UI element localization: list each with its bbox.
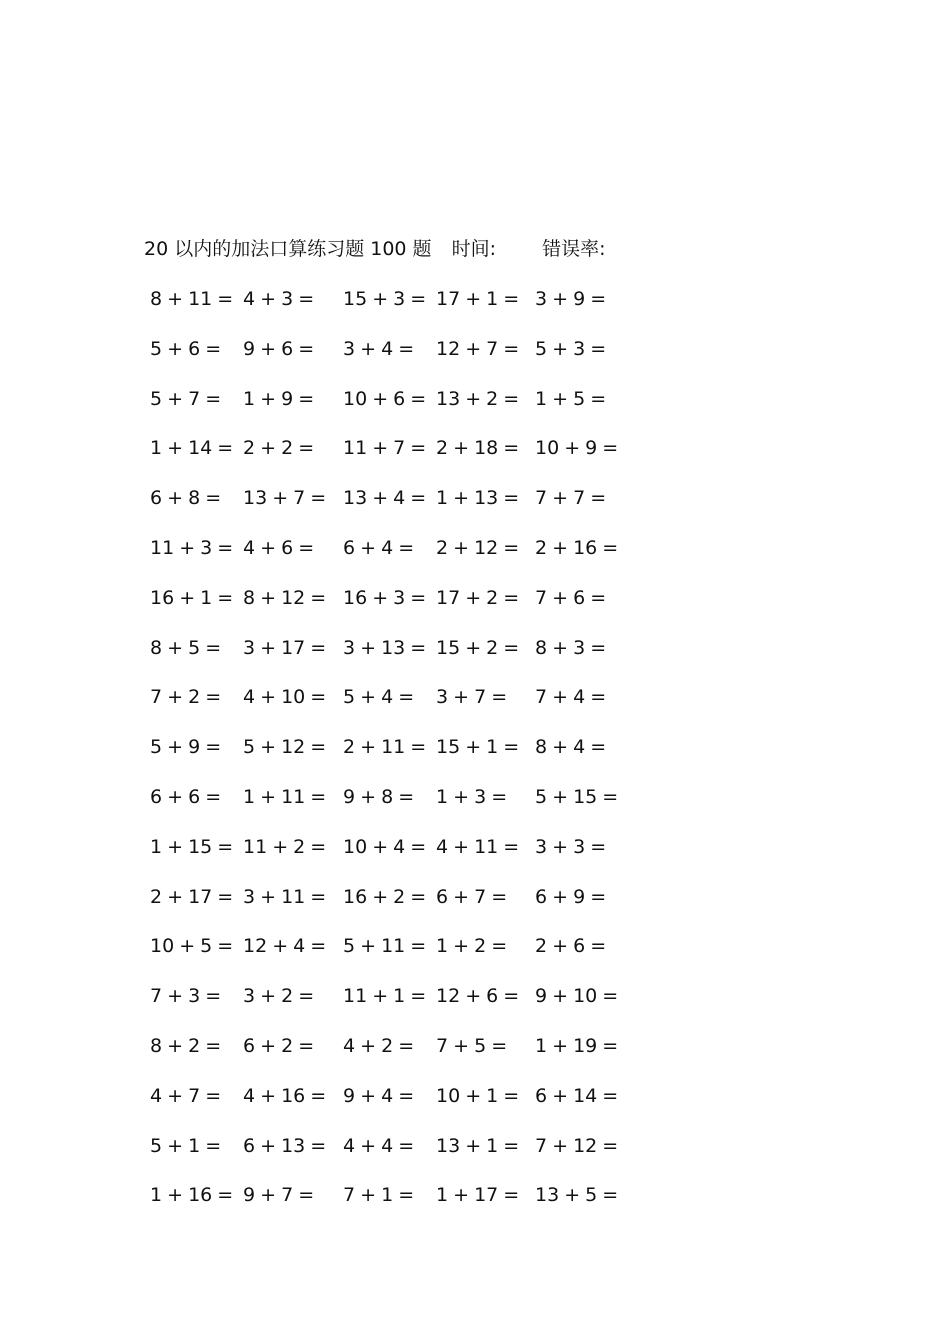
- problem-cell: 13 + 7 =: [243, 487, 327, 510]
- problem-cell: 3 + 4 =: [343, 337, 415, 360]
- problem-cell: 4 + 3 =: [243, 288, 315, 310]
- problem-row: [144, 334, 644, 384]
- problem-cell: 16 + 1 =: [150, 586, 234, 609]
- problem-cell: 1 + 16 =: [150, 1184, 234, 1207]
- problem-cell: 1 + 3 =: [436, 785, 508, 808]
- problem-cell: 8 + 11 =: [150, 288, 234, 310]
- problem-row: [144, 1180, 644, 1230]
- problem-cell: 4 + 2 =: [343, 1034, 415, 1057]
- problem-cell: 8 + 3 =: [535, 636, 607, 659]
- problem-cell: 1 + 2 =: [436, 935, 508, 958]
- problem-cell: 16 + 2 =: [343, 885, 427, 908]
- problem-row: [144, 633, 644, 683]
- problem-row: [144, 732, 644, 782]
- problem-row: [144, 782, 644, 832]
- problem-cell: 8 + 2 =: [150, 1034, 222, 1057]
- problem-row: [144, 882, 644, 932]
- problem-cell: 7 + 2 =: [150, 686, 222, 709]
- problem-cell: 9 + 7 =: [243, 1184, 315, 1207]
- problem-cell: 9 + 6 =: [243, 337, 315, 360]
- problem-row: [144, 433, 644, 483]
- problem-cell: 6 + 14 =: [535, 1084, 619, 1107]
- problem-cell: 7 + 6 =: [535, 586, 607, 609]
- problem-row: [144, 583, 644, 633]
- problem-cell: 11 + 3 =: [150, 536, 234, 559]
- problem-cell: 4 + 7 =: [150, 1084, 222, 1107]
- problem-cell: 4 + 16 =: [243, 1084, 327, 1107]
- problem-cell: 17 + 2 =: [436, 586, 520, 609]
- problem-cell: 15 + 2 =: [436, 636, 520, 659]
- problem-cell: 12 + 6 =: [436, 985, 520, 1008]
- problem-cell: 15 + 1 =: [436, 736, 520, 759]
- problem-cell: 16 + 3 =: [343, 586, 427, 609]
- problem-row: [144, 981, 644, 1031]
- problem-cell: 11 + 2 =: [243, 835, 327, 858]
- problem-cell: 10 + 6 =: [343, 387, 427, 410]
- problem-cell: 12 + 4 =: [243, 935, 327, 958]
- problem-cell: 10 + 9 =: [535, 437, 619, 460]
- problem-cell: 5 + 9 =: [150, 736, 222, 759]
- time-label: 时间:: [451, 238, 497, 260]
- problem-cell: 9 + 4 =: [343, 1084, 415, 1107]
- problem-cell: 4 + 4 =: [343, 1134, 415, 1157]
- problem-cell: 2 + 6 =: [535, 935, 607, 958]
- problem-cell: 1 + 19 =: [535, 1034, 619, 1057]
- problem-cell: 4 + 11 =: [436, 835, 520, 858]
- problem-row: [144, 533, 644, 583]
- problem-cell: 1 + 15 =: [150, 835, 234, 858]
- problem-cell: 5 + 4 =: [343, 686, 415, 709]
- problem-cell: 3 + 9 =: [535, 288, 607, 310]
- problem-cell: 5 + 6 =: [150, 337, 222, 360]
- problem-cell: 1 + 14 =: [150, 437, 234, 460]
- problem-cell: 2 + 18 =: [436, 437, 520, 460]
- problem-cell: 3 + 3 =: [535, 835, 607, 858]
- problem-row: [144, 832, 644, 882]
- problem-row: [144, 931, 644, 981]
- problem-cell: 13 + 1 =: [436, 1134, 520, 1157]
- problem-cell: 8 + 5 =: [150, 636, 222, 659]
- problem-row: [144, 284, 644, 334]
- problem-cell: 6 + 13 =: [243, 1134, 327, 1157]
- problem-cell: 5 + 11 =: [343, 935, 427, 958]
- problem-cell: 5 + 3 =: [535, 337, 607, 360]
- problem-cell: 10 + 1 =: [436, 1084, 520, 1107]
- problem-cell: 11 + 7 =: [343, 437, 427, 460]
- problem-cell: 7 + 7 =: [535, 487, 607, 510]
- problem-cell: 6 + 6 =: [150, 785, 222, 808]
- problem-cell: 6 + 4 =: [343, 536, 415, 559]
- problem-cell: 5 + 7 =: [150, 387, 222, 410]
- problem-cell: 5 + 15 =: [535, 785, 619, 808]
- problem-row: [144, 1131, 644, 1181]
- problem-cell: 7 + 4 =: [535, 686, 607, 709]
- problem-cell: 2 + 17 =: [150, 885, 234, 908]
- problem-cell: 9 + 8 =: [343, 785, 415, 808]
- problem-cell: 13 + 2 =: [436, 387, 520, 410]
- problem-row: [144, 1081, 644, 1131]
- problem-row: [144, 682, 644, 732]
- problem-cell: 17 + 1 =: [436, 288, 520, 310]
- problem-row: [144, 1031, 644, 1081]
- problem-cell: 3 + 11 =: [243, 885, 327, 908]
- problem-cell: 3 + 7 =: [436, 686, 508, 709]
- problem-cell: 1 + 17 =: [436, 1184, 520, 1207]
- problem-cell: 4 + 10 =: [243, 686, 327, 709]
- problem-cell: 1 + 13 =: [436, 487, 520, 510]
- problem-cell: 2 + 11 =: [343, 736, 427, 759]
- problem-cell: 2 + 12 =: [436, 536, 520, 559]
- worksheet-title: 20 以内的加法口算练习题 100 题: [144, 238, 432, 260]
- problem-cell: 3 + 2 =: [243, 985, 315, 1008]
- problem-cell: 13 + 4 =: [343, 487, 427, 510]
- problem-cell: 6 + 7 =: [436, 885, 508, 908]
- problem-cell: 6 + 8 =: [150, 487, 222, 510]
- problem-cell: 8 + 12 =: [243, 586, 327, 609]
- problem-cell: 5 + 12 =: [243, 736, 327, 759]
- problem-row: [144, 384, 644, 434]
- problem-cell: 7 + 1 =: [343, 1184, 415, 1207]
- problem-cell: 6 + 2 =: [243, 1034, 315, 1057]
- problem-row: [144, 483, 644, 533]
- problem-cell: 6 + 9 =: [535, 885, 607, 908]
- problem-cell: 1 + 11 =: [243, 785, 327, 808]
- problem-cell: 8 + 4 =: [535, 736, 607, 759]
- problem-cell: 7 + 5 =: [436, 1034, 508, 1057]
- problem-cell: 4 + 6 =: [243, 536, 315, 559]
- problem-cell: 15 + 3 =: [343, 288, 427, 310]
- problem-cell: 10 + 5 =: [150, 935, 234, 958]
- problem-cell: 13 + 5 =: [535, 1184, 619, 1207]
- problem-cell: 2 + 2 =: [243, 437, 315, 460]
- problem-cell: 5 + 1 =: [150, 1134, 222, 1157]
- problem-cell: 1 + 5 =: [535, 387, 607, 410]
- problem-cell: 7 + 12 =: [535, 1134, 619, 1157]
- problem-cell: 1 + 9 =: [243, 387, 315, 410]
- problem-grid: [144, 284, 644, 1230]
- worksheet-header: [144, 234, 605, 264]
- problem-cell: 3 + 13 =: [343, 636, 427, 659]
- problem-cell: 7 + 3 =: [150, 985, 222, 1008]
- error-rate-label: 错误率:: [542, 238, 606, 260]
- problem-cell: 3 + 17 =: [243, 636, 327, 659]
- problem-cell: 12 + 7 =: [436, 337, 520, 360]
- problem-cell: 9 + 10 =: [535, 985, 619, 1008]
- problem-cell: 11 + 1 =: [343, 985, 427, 1008]
- problem-cell: 2 + 16 =: [535, 536, 619, 559]
- problem-cell: 10 + 4 =: [343, 835, 427, 858]
